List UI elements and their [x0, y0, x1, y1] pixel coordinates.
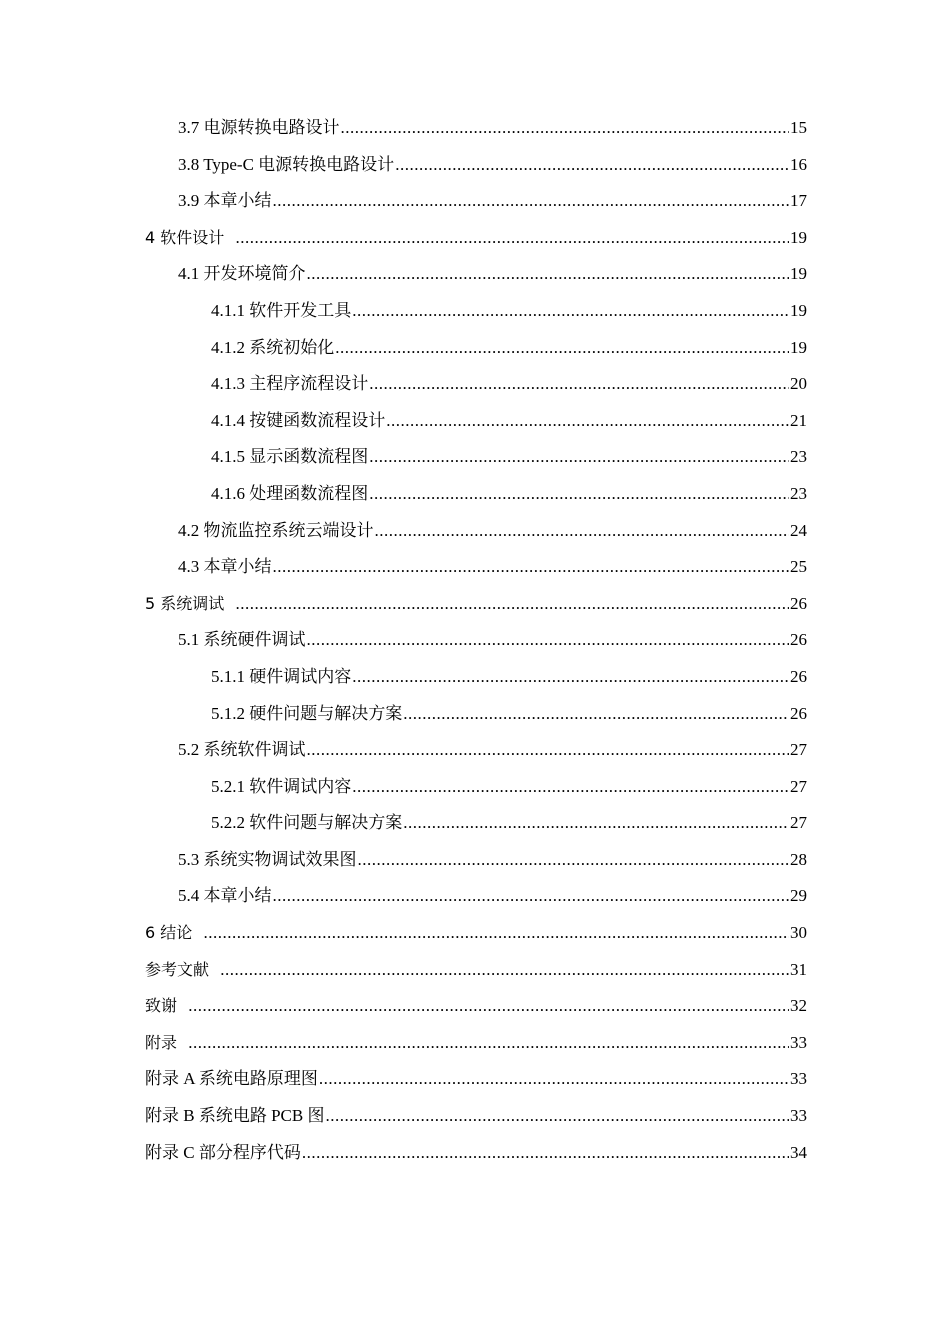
toc-entry-title: 附录 B 系统电路 PCB 图 — [145, 1106, 325, 1126]
toc-entry[interactable] — [145, 147, 807, 184]
toc-entry[interactable] — [145, 256, 807, 293]
toc-entry-title: 4.1.1 软件开发工具 — [211, 300, 352, 320]
toc-entry[interactable] — [145, 696, 807, 733]
toc-entry-title: 4.1.6 处理函数流程图 — [211, 483, 369, 503]
toc-entry-title: 致谢 — [145, 996, 178, 1016]
toc-leader-dots — [325, 1098, 789, 1135]
toc-entry-title: 3.8 Type-C 电源转换电路设计 — [178, 154, 395, 174]
toc-leader-dots — [369, 476, 789, 513]
toc-entry-page: 15 — [790, 118, 807, 137]
toc-entry[interactable] — [145, 403, 807, 440]
toc-leader-dots — [403, 696, 789, 733]
toc-entry-title: 4.1.3 主程序流程设计 — [211, 374, 369, 394]
toc-chapter-entry[interactable] — [145, 952, 807, 989]
toc-entry[interactable] — [145, 549, 807, 586]
toc-entry-title: 5.1.2 硬件问题与解决方案 — [211, 703, 403, 723]
toc-entry-title: 4.1.4 按键函数流程设计 — [211, 410, 386, 430]
toc-entry-page: 19 — [790, 337, 807, 357]
toc-entry[interactable] — [145, 842, 807, 879]
toc-entry-title: 5.1.1 硬件调试内容 — [211, 666, 352, 686]
toc-leader-dots — [352, 293, 789, 330]
toc-entry[interactable] — [145, 110, 807, 147]
toc-entry-title: 3.7 电源转换电路设计 — [178, 118, 340, 137]
toc-entry[interactable] — [145, 805, 807, 842]
toc-leader-dots — [307, 256, 790, 293]
toc-leader-dots — [235, 220, 789, 257]
toc-entry-page: 19 — [790, 300, 807, 320]
toc-entry-page: 19 — [790, 264, 807, 284]
toc-entry[interactable] — [145, 659, 807, 696]
toc-entry-page: 32 — [790, 996, 807, 1016]
toc-entry-page: 28 — [790, 849, 807, 869]
table-of-contents — [145, 110, 807, 1171]
toc-leader-dots — [319, 1061, 789, 1098]
toc-entry-title: 4.1.5 显示函数流程图 — [211, 447, 369, 467]
toc-entry-title: 5 系统调试 — [145, 593, 225, 613]
toc-entry-page: 20 — [790, 374, 807, 394]
toc-leader-dots — [352, 659, 789, 696]
toc-entry[interactable] — [145, 439, 807, 476]
toc-entry-page: 33 — [790, 1106, 807, 1126]
toc-appendix-entry[interactable] — [145, 1135, 807, 1172]
toc-leader-dots — [273, 183, 790, 220]
toc-entry-page: 34 — [790, 1142, 807, 1162]
toc-entry-page: 31 — [790, 959, 807, 979]
toc-leader-dots — [341, 110, 790, 147]
toc-entry-title: 附录 C 部分程序代码 — [145, 1142, 301, 1162]
toc-appendix-entry[interactable] — [145, 1061, 807, 1098]
toc-leader-dots — [403, 805, 789, 842]
toc-leader-dots — [273, 549, 790, 586]
toc-chapter-entry[interactable] — [145, 220, 807, 257]
toc-entry-page: 27 — [790, 813, 807, 833]
toc-leader-dots — [307, 622, 790, 659]
toc-entry-title: 4.2 物流监控系统云端设计 — [178, 520, 374, 540]
toc-leader-dots — [358, 842, 790, 879]
toc-leader-dots — [335, 330, 789, 367]
toc-leader-dots — [369, 439, 789, 476]
toc-entry[interactable] — [145, 878, 807, 915]
toc-leader-dots — [375, 513, 790, 550]
toc-entry-page: 26 — [790, 703, 807, 723]
toc-entry-title: 3.9 本章小结 — [178, 191, 272, 211]
toc-leader-dots — [235, 586, 789, 623]
toc-entry-page: 29 — [790, 886, 807, 906]
toc-entry-title: 5.2.2 软件问题与解决方案 — [211, 813, 403, 833]
toc-entry-title: 5.2 系统软件调试 — [178, 740, 306, 760]
toc-leader-dots — [203, 915, 789, 952]
toc-entry-page: 23 — [790, 483, 807, 503]
toc-entry-title: 4.3 本章小结 — [178, 557, 272, 577]
toc-entry-page: 16 — [790, 154, 807, 174]
toc-entry[interactable] — [145, 622, 807, 659]
toc-entry-page: 26 — [790, 630, 807, 650]
toc-leader-dots — [220, 952, 789, 989]
toc-entry-title: 5.3 系统实物调试效果图 — [178, 849, 357, 869]
toc-leader-dots — [188, 1025, 789, 1062]
toc-entry-page: 23 — [790, 447, 807, 467]
toc-entry[interactable] — [145, 366, 807, 403]
toc-entry-title: 4 软件设计 — [145, 227, 225, 247]
toc-appendix-entry[interactable] — [145, 1098, 807, 1135]
toc-entry-page: 25 — [790, 557, 807, 577]
toc-entry-page: 24 — [790, 520, 807, 540]
toc-entry[interactable] — [145, 330, 807, 367]
toc-entry-page: 27 — [790, 776, 807, 796]
toc-leader-dots — [352, 769, 789, 806]
toc-entry[interactable] — [145, 513, 807, 550]
toc-entry-page: 26 — [790, 666, 807, 686]
toc-entry-page: 21 — [790, 410, 807, 430]
toc-chapter-entry[interactable] — [145, 915, 807, 952]
toc-entry-title: 5.1 系统硬件调试 — [178, 630, 306, 650]
toc-leader-dots — [273, 878, 790, 915]
toc-leader-dots — [302, 1135, 789, 1172]
toc-entry[interactable] — [145, 293, 807, 330]
toc-entry-page: 30 — [790, 923, 807, 943]
toc-entry-page: 26 — [790, 593, 807, 613]
toc-entry-title: 附录 — [145, 1032, 178, 1052]
toc-entry[interactable] — [145, 732, 807, 769]
toc-chapter-entry[interactable] — [145, 1025, 807, 1062]
toc-entry-page: 17 — [790, 191, 807, 211]
toc-leader-dots — [369, 366, 789, 403]
toc-leader-dots — [386, 403, 789, 440]
toc-entry-title: 5.4 本章小结 — [178, 886, 272, 906]
toc-entry-page: 33 — [790, 1069, 807, 1089]
toc-chapter-entry[interactable] — [145, 988, 807, 1025]
toc-entry-title: 5.2.1 软件调试内容 — [211, 776, 352, 796]
toc-entry[interactable] — [145, 183, 807, 220]
toc-leader-dots — [307, 732, 790, 769]
toc-entry-page: 27 — [790, 740, 807, 760]
toc-entry-page: 19 — [790, 227, 807, 247]
toc-entry-title: 参考文献 — [145, 959, 210, 979]
toc-entry-title: 6 结论 — [145, 923, 193, 943]
toc-entry[interactable] — [145, 769, 807, 806]
toc-entry-title: 附录 A 系统电路原理图 — [145, 1069, 318, 1089]
toc-entry-page: 33 — [790, 1032, 807, 1052]
toc-entry-title: 4.1.2 系统初始化 — [211, 337, 335, 357]
toc-entry-title: 4.1 开发环境简介 — [178, 264, 306, 284]
toc-leader-dots — [188, 988, 789, 1025]
toc-leader-dots — [395, 147, 789, 184]
toc-entry[interactable] — [145, 476, 807, 513]
toc-chapter-entry[interactable] — [145, 586, 807, 623]
